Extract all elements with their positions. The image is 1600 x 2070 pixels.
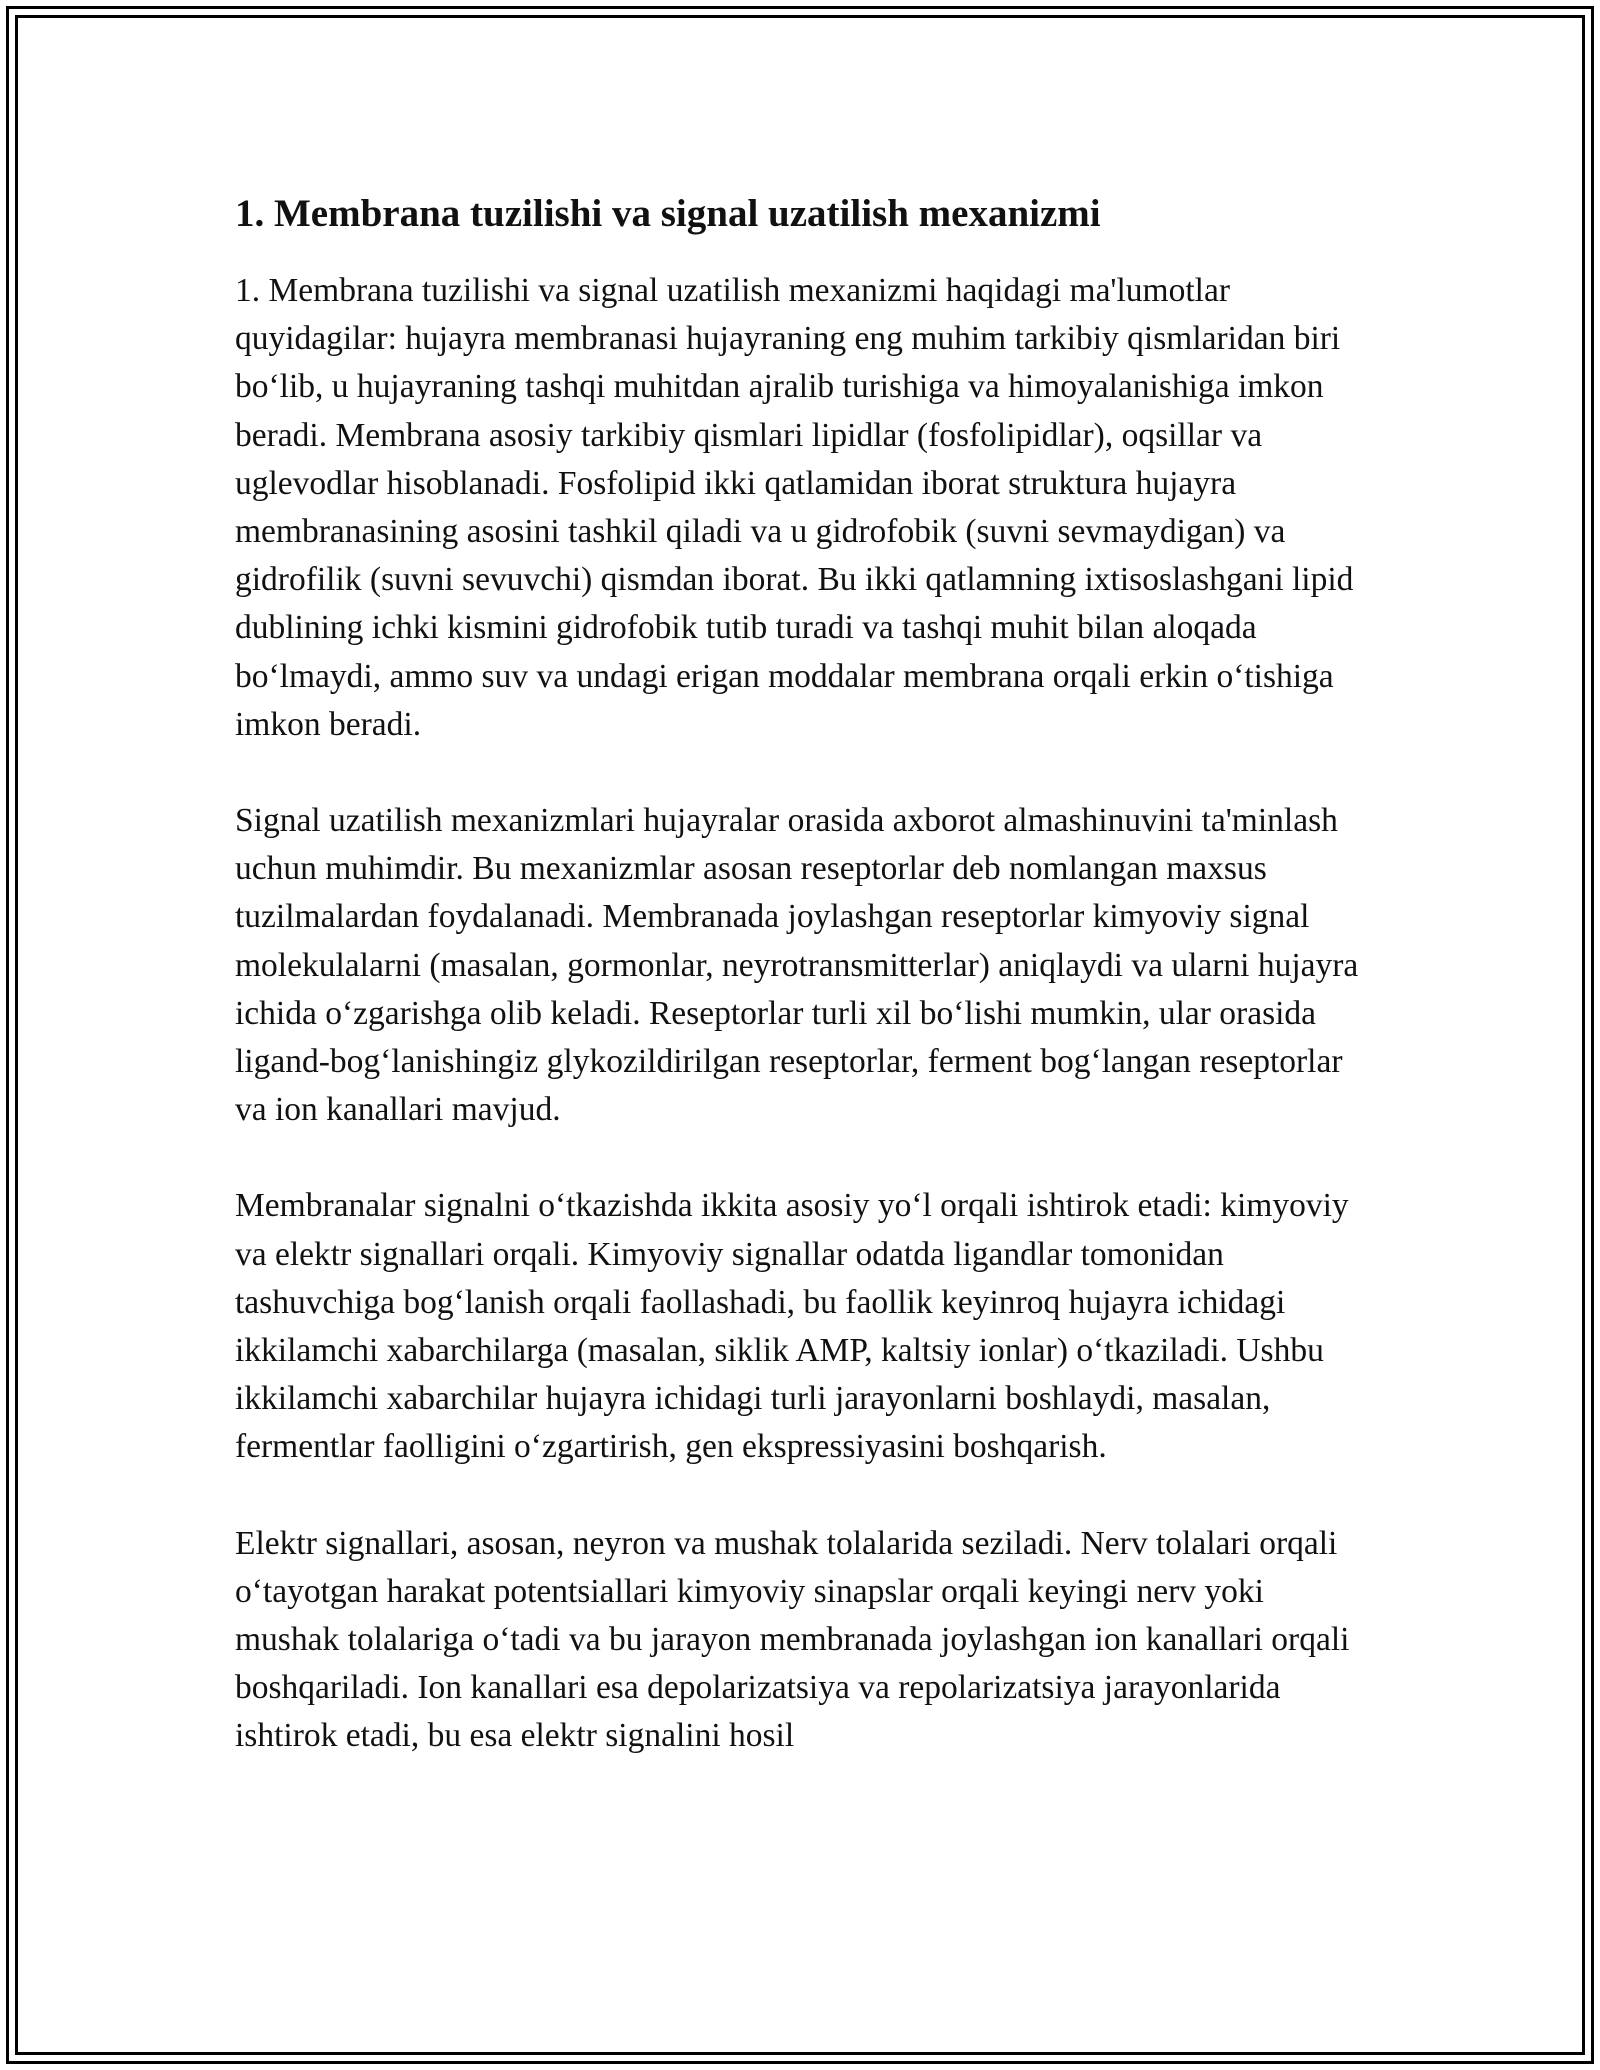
- paragraph-membrane-structure: 1. Membrana tuzilishi va signal uzatilish mexanizmi haqidagi ma'lumotlar quyidagilar: hujayra membranasi hujayraning eng muhim tarkibiy qismlaridan biri bo‘lib, u hujayraning tashqi muhitdan ajralib turishiga va himoyalanishiga imkon beradi. Membrana asosiy tarkibiy qismlari lipidlar (fosfolipidlar), oqsillar va uglevodlar hisoblanadi. Fosfolipid ikki qatlamidan iborat struktura hujayra membranasining asosini tashkil qiladi va u gidrofobik (suvni sevmaydigan) va gidrofilik (suvni sevuvchi) qismdan iborat. Bu ikki qatlamning ixtisoslashgani lipid dublining ichki kismini gidrofobik tutib turadi va tashqi muhit bilan aloqada bo‘lmaydi, ammo suv va undagi erigan moddalar membrana orqali erkin o‘tishiga imkon beradi.: [235, 272, 1354, 743]
- paragraph-signal-transduction: Signal uzatilish mexanizmlari hujayralar orasida axborot almashinuvini ta'minlash uchun muhimdir. Bu mexanizmlar asosan reseptorlar deb nomlangan maxsus tuzilmalardan foydalanadi. Membranada joylashgan reseptorlar kimyoviy signal molekulalarni (masalan, gormonlar, neyrotransmitterlar) aniqlaydi va ularni hujayra ichida o‘zgarishga olib keladi. Reseptorlar turli xil bo‘lishi mumkin, ular orasida ligand-bog‘lanishingiz glykozildirilgan reseptorlar, ferment bog‘langan reseptorlar va ion kanallari mavjud.: [235, 802, 1359, 1129]
- paragraph-electric-signals: Elektr signallari, asosan, neyron va mushak tolalarida seziladi. Nerv tolalari orqali o‘tayotgan harakat potentsiallari kimyoviy sinapslar orqali keyingi nerv yoki mushak tolalariga o‘tadi va bu jarayon membranada joylashgan ion kanallari orqali boshqariladi. Ion kanallari esa depolarizatsiya va repolarizatsiya jarayonlarida ishtirok etadi, bu esa elektr signalini hosil: [235, 1524, 1350, 1755]
- paragraph-chemical-electric-signals: Membranalar signalni o‘tkazishda ikkita asosiy yo‘l orqali ishtirok etadi: kimyoviy va elektr signallari orqali. Kimyoviy signallar odatda ligandlar tomonidan tashuvchiga bog‘lanish orqali faollashadi, bu faollik keyinroq hujayra ichidagi ikkilamchi xabarchilarga (masalan, siklik AMP, kaltsiy ionlar) o‘tkaziladi. Ushbu ikkilamchi xabarchilar hujayra ichidagi turli jarayonlarni boshlaydi, masalan, fermentlar faolligini o‘zgartirish, gen ekspressiyasini boshqarish.: [235, 1187, 1349, 1466]
- page-title: 1. Membrana tuzilishi va signal uzatilish mexanizmi: [235, 192, 1101, 235]
- document-body: [235, 184, 1375, 1761]
